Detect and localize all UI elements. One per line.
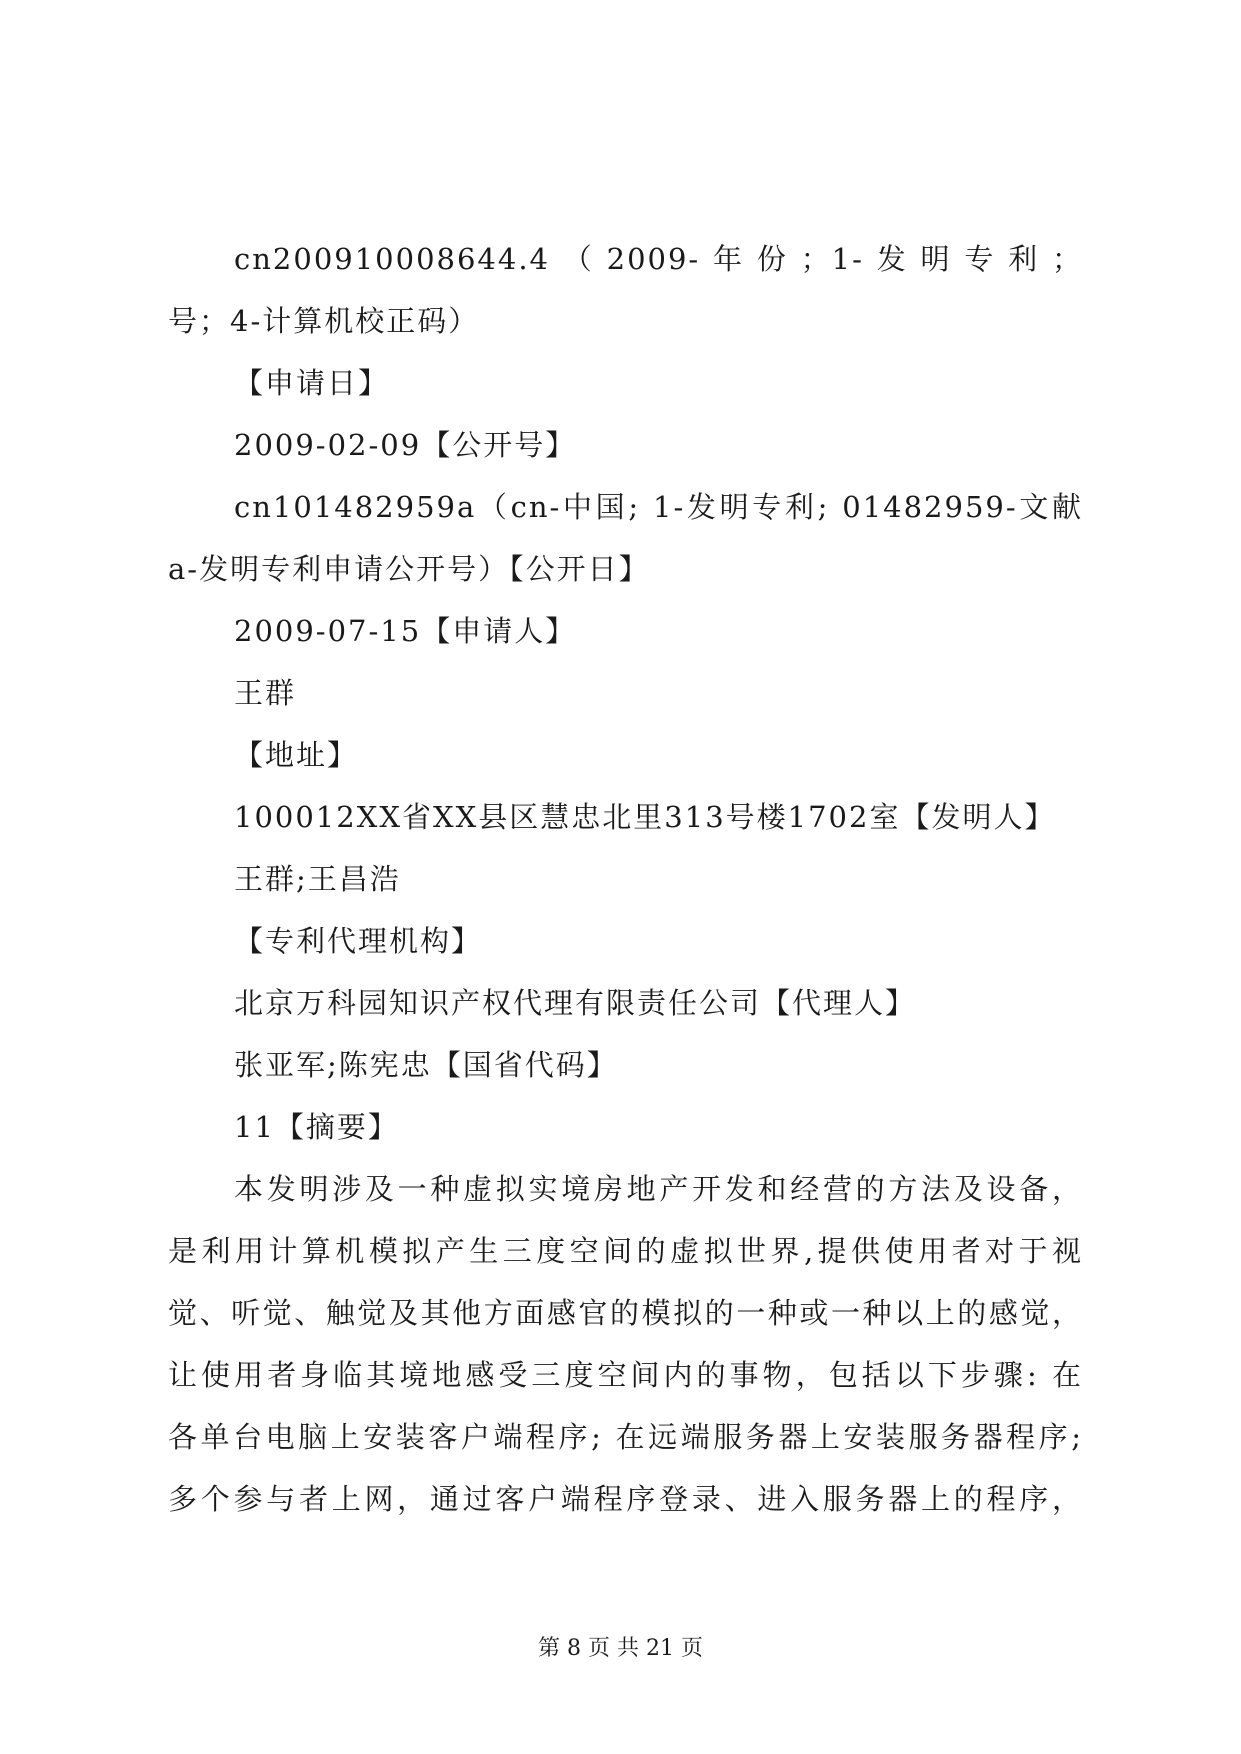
text-line: 多个参与者上网，通过客户端程序登录、进入服务器上的程序， <box>168 1482 1083 1516</box>
text-line: cn101482959a（cn-中国; 1-发明专利; 01482959-文献 <box>234 490 1083 524</box>
text-line: 2009-02-09【公开号】 <box>234 428 577 462</box>
text-line: 本发明涉及一种虚拟实境房地产开发和经营的方法及设备， <box>234 1172 1083 1206</box>
text-line: 2009-07-15【申请人】 <box>234 614 577 648</box>
text-line: 号；4-计算机校正码） <box>168 304 480 338</box>
text-line: 北京万科园知识产权代理有限责任公司【代理人】 <box>234 986 917 1020</box>
text-line: 【申请日】 <box>234 366 390 400</box>
text-line: 觉、听觉、触觉及其他方面感官的模拟的一种或一种以上的感觉， <box>168 1296 1083 1330</box>
page-footer <box>0 1634 1241 1664</box>
text-line: 张亚军;陈宪忠【国省代码】 <box>234 1048 618 1082</box>
text-line: 100012XX省XX县区慧忠北里313号楼1702室【发明人】 <box>234 800 1056 834</box>
text-line: a-发明专利申请公开号）【公开日】 <box>168 552 650 586</box>
text-line: 王群;王昌浩 <box>234 862 401 896</box>
text-line: cn200910008644.4（2009-年份；1-发明专利； <box>234 242 1083 276</box>
text-line: 是利用计算机模拟产生三度空间的虚拟世界,提供使用者对于视 <box>168 1234 1083 1268</box>
text-line: 【地址】 <box>234 738 359 772</box>
document-body <box>168 228 1083 1530</box>
text-line: 11【摘要】 <box>234 1110 399 1144</box>
page-number: 第 8 页 共 21 页 <box>538 1636 703 1661</box>
text-line: 王群 <box>234 676 297 710</box>
text-line: 让使用者身临其境地感受三度空间内的事物，包括以下步骤: 在 <box>168 1358 1083 1392</box>
text-line: 【专利代理机构】 <box>234 924 483 958</box>
text-line: 各单台电脑上安装客户端程序; 在远端服务器上安装服务器程序; <box>168 1420 1083 1454</box>
